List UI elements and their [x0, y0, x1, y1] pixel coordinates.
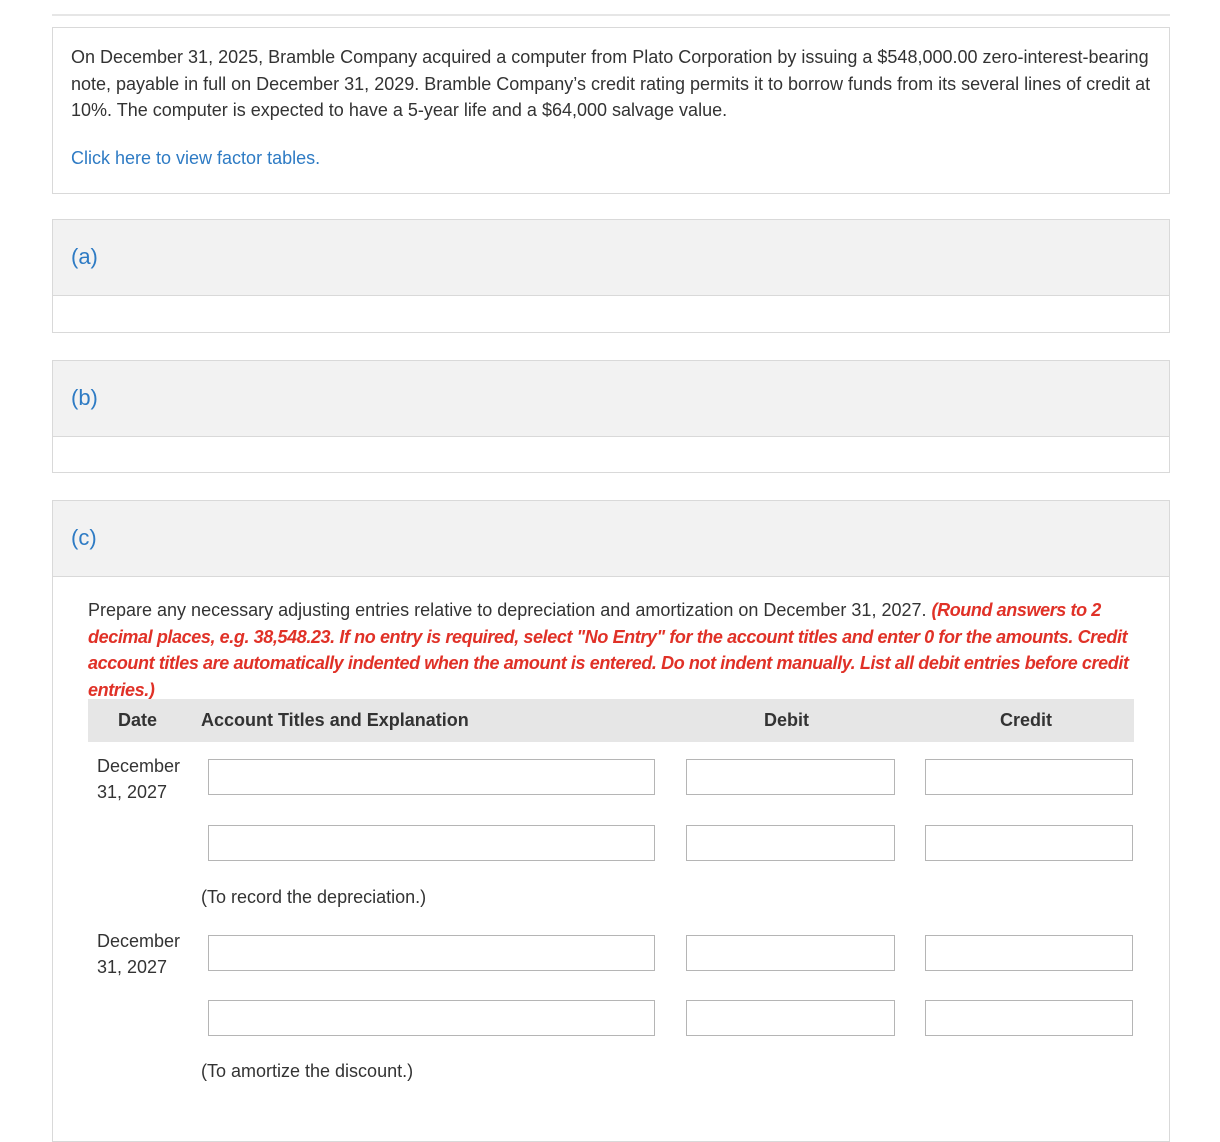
top-divider	[52, 14, 1170, 16]
header-account: Account Titles and Explanation	[201, 710, 469, 730]
instruction-note: (Round answers to 2 decimal places, e.g. 38,548.23. If no entry is required, select "No Entry" for the account titles and enter 0 for the amounts. Credit account titles are automatically indented when the amount is entered. Do not indent manually. List all debit entries before credit entries.)	[88, 600, 1129, 700]
entry-2-debit-1-input[interactable]	[686, 935, 895, 971]
part-b-label[interactable]: (b)	[71, 385, 98, 410]
part-b-panel	[52, 360, 1170, 473]
entry-2-credit-1-input[interactable]	[925, 935, 1133, 971]
entry-2-account-1-input[interactable]	[208, 935, 655, 971]
part-c-label[interactable]: (c)	[71, 525, 97, 550]
entry-2-date: December 31, 2027	[97, 931, 181, 977]
entry-1-explanation: (To record the depreciation.)	[201, 887, 427, 907]
header-date: Date	[118, 710, 158, 730]
entry-1-credit-1-input[interactable]	[925, 759, 1133, 795]
part-c-header[interactable]	[53, 501, 1169, 577]
entry-2-credit-2-input[interactable]	[925, 1000, 1133, 1036]
header-debit: Debit	[764, 710, 809, 730]
journal-table-header	[88, 699, 1134, 742]
entry-1-debit-2-input[interactable]	[686, 825, 895, 861]
part-a-panel	[52, 219, 1170, 333]
part-a-header[interactable]	[53, 220, 1169, 296]
problem-card	[52, 27, 1170, 194]
instruction-text: Prepare any necessary adjusting entries relative to depreciation and amortization on December 31, 2027.	[88, 600, 932, 620]
entry-2-explanation: (To amortize the discount.)	[201, 1061, 414, 1081]
entry-1-account-2-input[interactable]	[208, 825, 655, 861]
entry-1-account-1-input[interactable]	[208, 759, 655, 795]
problem-text: On December 31, 2025, Bramble Company acquired a computer from Plato Corporation by issuing a $548,000.00 zero-interest-bearing note, payable in full on December 31, 2029. Bramble Company’s credit rating permits it to borrow funds from its several lines of credit at 10%. The computer is expected to have a 5-year life and a $64,000 salvage value.	[71, 47, 1151, 120]
entry-2-debit-2-input[interactable]	[686, 1000, 895, 1036]
entry-1-date: December 31, 2027	[97, 756, 181, 802]
part-a-label[interactable]: (a)	[71, 244, 98, 269]
entry-1-credit-2-input[interactable]	[925, 825, 1133, 861]
factor-tables-link[interactable]: Click here to view factor tables.	[71, 148, 321, 168]
part-c-instructions	[88, 597, 1138, 703]
part-c-panel	[52, 500, 1170, 1142]
entry-1-debit-1-input[interactable]	[686, 759, 895, 795]
entry-2-account-2-input[interactable]	[208, 1000, 655, 1036]
part-b-header[interactable]	[53, 361, 1169, 437]
header-credit: Credit	[1000, 710, 1053, 730]
